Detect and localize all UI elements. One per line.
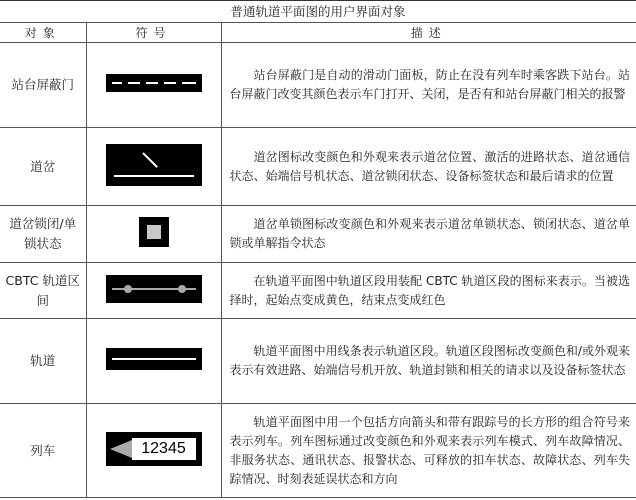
symbol-cell [86,43,221,128]
table-row [0,128,636,206]
object-name: 列车 [0,404,86,498]
symbol-cell [86,128,221,206]
object-name: 站台屏蔽门 [0,43,86,128]
header-symbol: 符号 [86,23,221,43]
symbol-cell [86,319,221,404]
table-row [0,43,636,128]
description: 轨道平面图中用线条表示轨道区段。轨道区段图标改变颜色和/或外观来表示有效进路、始端信号机开放、轨道封锁和相关的请求以及设备标签状态 [221,319,636,404]
description: 站台屏蔽门是自动的滑动门面板，防止在没有列车时乘客跌下站台。站台屏蔽门改变其颜色表示车门打开、关闭，是否有和站台屏蔽门相关的报警 [221,43,636,128]
symbol-cell [86,263,221,319]
object-name: 轨道 [0,319,86,404]
description: 道岔单锁图标改变颜色和外观来表示道岔单锁状态、锁闭状态、道岔单锁或单解指令状态 [221,206,636,263]
header-description: 描述 [221,23,636,43]
header-row [0,23,636,43]
platform-screen-door-icon [106,74,202,92]
object-name: CBTC 轨道区间 [0,263,86,319]
description: 道岔图标改变颜色和外观来表示道岔位置、激活的进路状态、道岔通信状态、始端信号机状态、道岔锁闭状态、设备标签状态和最后请求的位置 [221,128,636,206]
turnout-icon [106,144,202,186]
symbol-cell [86,404,221,498]
header-object: 对象 [0,23,86,43]
description: 在轨道平面图中轨道区段用装配 CBTC 轨道区段的图标来表示。当被选择时，起始点变成黄色，结束点变成红色 [221,263,636,319]
train-number: 12345 [132,438,196,460]
object-name: 道岔 [0,128,86,206]
object-name: 道岔锁闭/单锁状态 [0,206,86,263]
table-row [0,206,636,263]
train-icon [106,432,202,466]
table-title: 普通轨道平面图的用户界面对象 [0,0,636,23]
cbtc-track-section-icon [106,275,202,303]
direction-arrow-icon [108,432,134,466]
table-row [0,263,636,319]
table-row [0,404,636,498]
description: 轨道平面图中用一个包括方向箭头和带有跟踪号的长方形的组合符号来表示列车。列车图标通过改变颜色和外观来表示列车模式、列车故障情况、非服务状态、通讯状态、报警状态、可释放的扣车状态、故障状态、列车失踪情况、时刻表延误状态和方向 [221,404,636,498]
symbol-cell [86,206,221,263]
turnout-lock-icon [139,217,169,247]
track-icon [106,348,202,370]
ui-objects-table [0,22,636,498]
table-row [0,319,636,404]
